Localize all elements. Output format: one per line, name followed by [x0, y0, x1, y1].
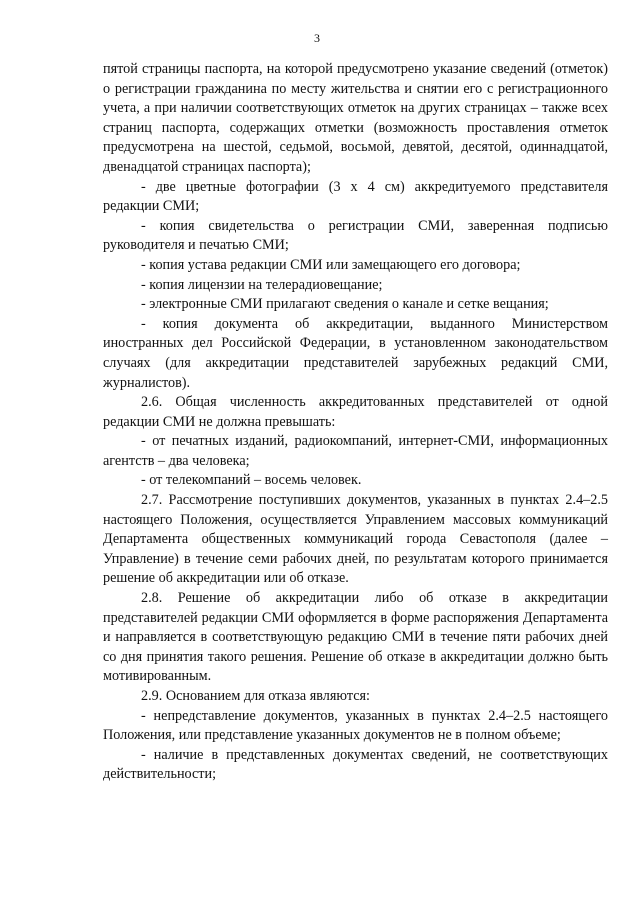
section-2-6: 2.6. Общая численность аккредитованных представителей от одной редакции СМИ не должна превышать: — [103, 394, 608, 430]
section-2-8: 2.8. Решение об аккредитации либо об отказе в аккредитации представителей редакции СМИ оформляется в форме распоряжения Департамента и направляется в соответствующую редакцию СМИ в течение пяти рабочих дней со дня принятия такого решения. Решение об отказе в аккредитации должно быть мотивированным. — [103, 590, 608, 685]
document-body — [103, 60, 608, 785]
paragraph-passport-pages: пятой страницы паспорта, на которой предусмотрено указание сведений (отметок) о регистрации гражданина по месту жительства и снятии его с регистрационного учета, а при наличии соответствующих отметок на других страницах – также всех страниц паспорта, содержащих отметки (возможность проставления отметок предусмотрена на шестой, седьмой, восьмой, девятой, десятой, одиннадцатой, двенадцатой страницах паспорта); — [103, 61, 608, 175]
page-number: 3 — [314, 31, 320, 45]
list-item-photos: - две цветные фотографии (3 х 4 см) аккредитуемого представителя редакции СМИ; — [103, 178, 608, 215]
list-item-license-copy: - копия лицензии на телерадиовещание; — [141, 276, 383, 293]
list-item-registration-certificate: - копия свидетельства о регистрации СМИ, заверенная подписью руководителя и печатью СМИ; — [103, 217, 608, 254]
list-item-electronic-media: - электронные СМИ прилагают сведения о канале и сетке вещания; — [141, 296, 549, 313]
list-item-charter-copy: - копия устава редакции СМИ или замещающего его договора; — [141, 256, 521, 273]
list-item-tv-companies: - от телекомпаний – восемь человек. — [141, 472, 362, 489]
list-item-print-radio-internet: - от печатных изданий, радиокомпаний, интернет-СМИ, информационных агентств – два человека; — [103, 433, 608, 469]
section-2-7: 2.7. Рассмотрение поступивших документов, указанных в пунктах 2.4–2.5 настоящего Положения, осуществляется Управлением массовых коммуникаций Департамента общественных коммуникаций города Севастополя (далее – Управление) в течение семи рабочих дней, по результатам которого принимается решение об аккредитации или об отказе. — [103, 492, 608, 587]
list-item-mfa-accreditation: - копия документа об аккредитации, выданного Министерством иностранных дел Российской Федерации, в установленном законодательством случаях (для аккредитации представителей зарубежных редакций СМИ, журналистов). — [103, 315, 608, 391]
list-item-false-information: - наличие в представленных документах сведений, не соответствующих действительности; — [103, 746, 608, 783]
list-item-documents-not-submitted: - непредставление документов, указанных в пунктах 2.4–2.5 настоящего Положения, или представление указанных документов не в полном объеме; — [103, 707, 608, 744]
section-2-9: 2.9. Основанием для отказа являются: — [141, 688, 370, 704]
